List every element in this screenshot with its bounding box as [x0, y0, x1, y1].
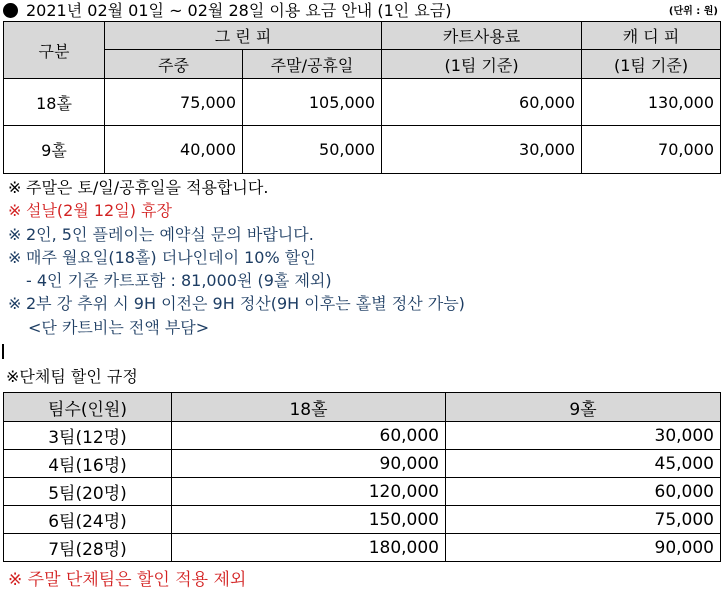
price-18: 150,000: [172, 506, 446, 534]
col-weekend: 주말/공휴일: [243, 50, 382, 79]
note-weekend: [8, 176, 465, 199]
group-header-row: [4, 393, 721, 422]
table-row: [4, 478, 721, 506]
team-count: 7팀(28명): [4, 534, 172, 562]
note-mark: ※: [8, 178, 22, 197]
note-text: 설날(2월 12일) 휴장: [26, 201, 172, 221]
notes-list: [8, 176, 465, 339]
table-row: [4, 126, 721, 174]
table-row: [4, 534, 721, 562]
team-count: 6팀(24명): [4, 506, 172, 534]
note-monday-discount: [8, 246, 465, 269]
price-9: 30,000: [446, 422, 721, 450]
row-label: 18홀: [4, 79, 105, 126]
col-division: 구분: [4, 22, 105, 79]
table-row: [4, 506, 721, 534]
unit-label: (단위 : 원): [668, 6, 718, 17]
note-mark: ※: [8, 201, 22, 221]
col-caddie-sub: (1팀 기준): [582, 50, 721, 79]
table-row: [4, 422, 721, 450]
bullet-icon: [3, 3, 18, 18]
price-9: 90,000: [446, 534, 721, 562]
note-mark: ※: [8, 570, 23, 590]
weekend-price: 105,000: [243, 79, 382, 126]
note-text: 2인, 5인 플레이는 예약실 문의 바랍니다.: [26, 224, 314, 244]
caddie-price: 130,000: [582, 79, 721, 126]
page-title: 2021년 02월 01일 ~ 02월 28일 이용 요금 안내 (1인 요금): [26, 1, 452, 20]
col-caddie: 캐 디 피: [582, 22, 721, 50]
note-holiday-closed: [8, 199, 465, 222]
price-subheader-row: [4, 50, 721, 79]
price-header-row: [4, 22, 721, 50]
weekday-price: 40,000: [105, 126, 243, 174]
note-cold-weather-detail: <단 카트비는 전액 부담>: [28, 317, 210, 337]
team-count: 3팀(12명): [4, 422, 172, 450]
text-cursor: [2, 344, 4, 359]
weekday-price: 75,000: [105, 79, 243, 126]
cart-price: 30,000: [382, 126, 582, 174]
team-count: 5팀(20명): [4, 478, 172, 506]
team-count: 4팀(16명): [4, 450, 172, 478]
price-9: 45,000: [446, 450, 721, 478]
note-mark: ※: [8, 224, 22, 244]
note-mark: ※: [8, 247, 22, 267]
group-discount-table: [3, 392, 721, 562]
note-text: 주말은 토/일/공휴일을 적용합니다.: [26, 178, 269, 197]
price-9: 60,000: [446, 478, 721, 506]
col-teams: 팀수(인원): [4, 393, 172, 422]
price-table: [3, 21, 721, 174]
price-18: 60,000: [172, 422, 446, 450]
col-18-holes: 18홀: [172, 393, 446, 422]
note-mark: ※: [8, 294, 22, 314]
caddie-price: 70,000: [582, 126, 721, 174]
price-18: 180,000: [172, 534, 446, 562]
col-green-fee: 그 린 피: [105, 22, 382, 50]
footer-note: [8, 569, 246, 591]
note-reservation: [8, 223, 465, 246]
weekend-price: 50,000: [243, 126, 382, 174]
col-cart: 카트사용료: [382, 22, 582, 50]
price-18: 90,000: [172, 450, 446, 478]
note-cold-weather: [8, 292, 465, 315]
note-text: 매주 월요일(18홀) 더나인데이 10% 할인: [26, 247, 316, 267]
footer-text: 주말 단체팀은 할인 적용 제외: [27, 570, 247, 590]
table-row: [4, 79, 721, 126]
col-weekday: 주중: [105, 50, 243, 79]
page-header: [0, 0, 726, 22]
group-discount-title: ※단체팀 할인 규정: [6, 367, 138, 386]
row-label: 9홀: [4, 126, 105, 174]
note-text: 2부 강 추위 시 9H 이전은 9H 정산(9H 이후는 홀별 정산 가능): [26, 294, 465, 314]
table-row: [4, 450, 721, 478]
price-9: 75,000: [446, 506, 721, 534]
cart-price: 60,000: [382, 79, 582, 126]
col-9-holes: 9홀: [446, 393, 721, 422]
col-cart-sub: (1팀 기준): [382, 50, 582, 79]
price-18: 120,000: [172, 478, 446, 506]
note-monday-discount-detail: - 4인 기준 카트포함 : 81,000원 (9홀 제외): [26, 271, 332, 291]
